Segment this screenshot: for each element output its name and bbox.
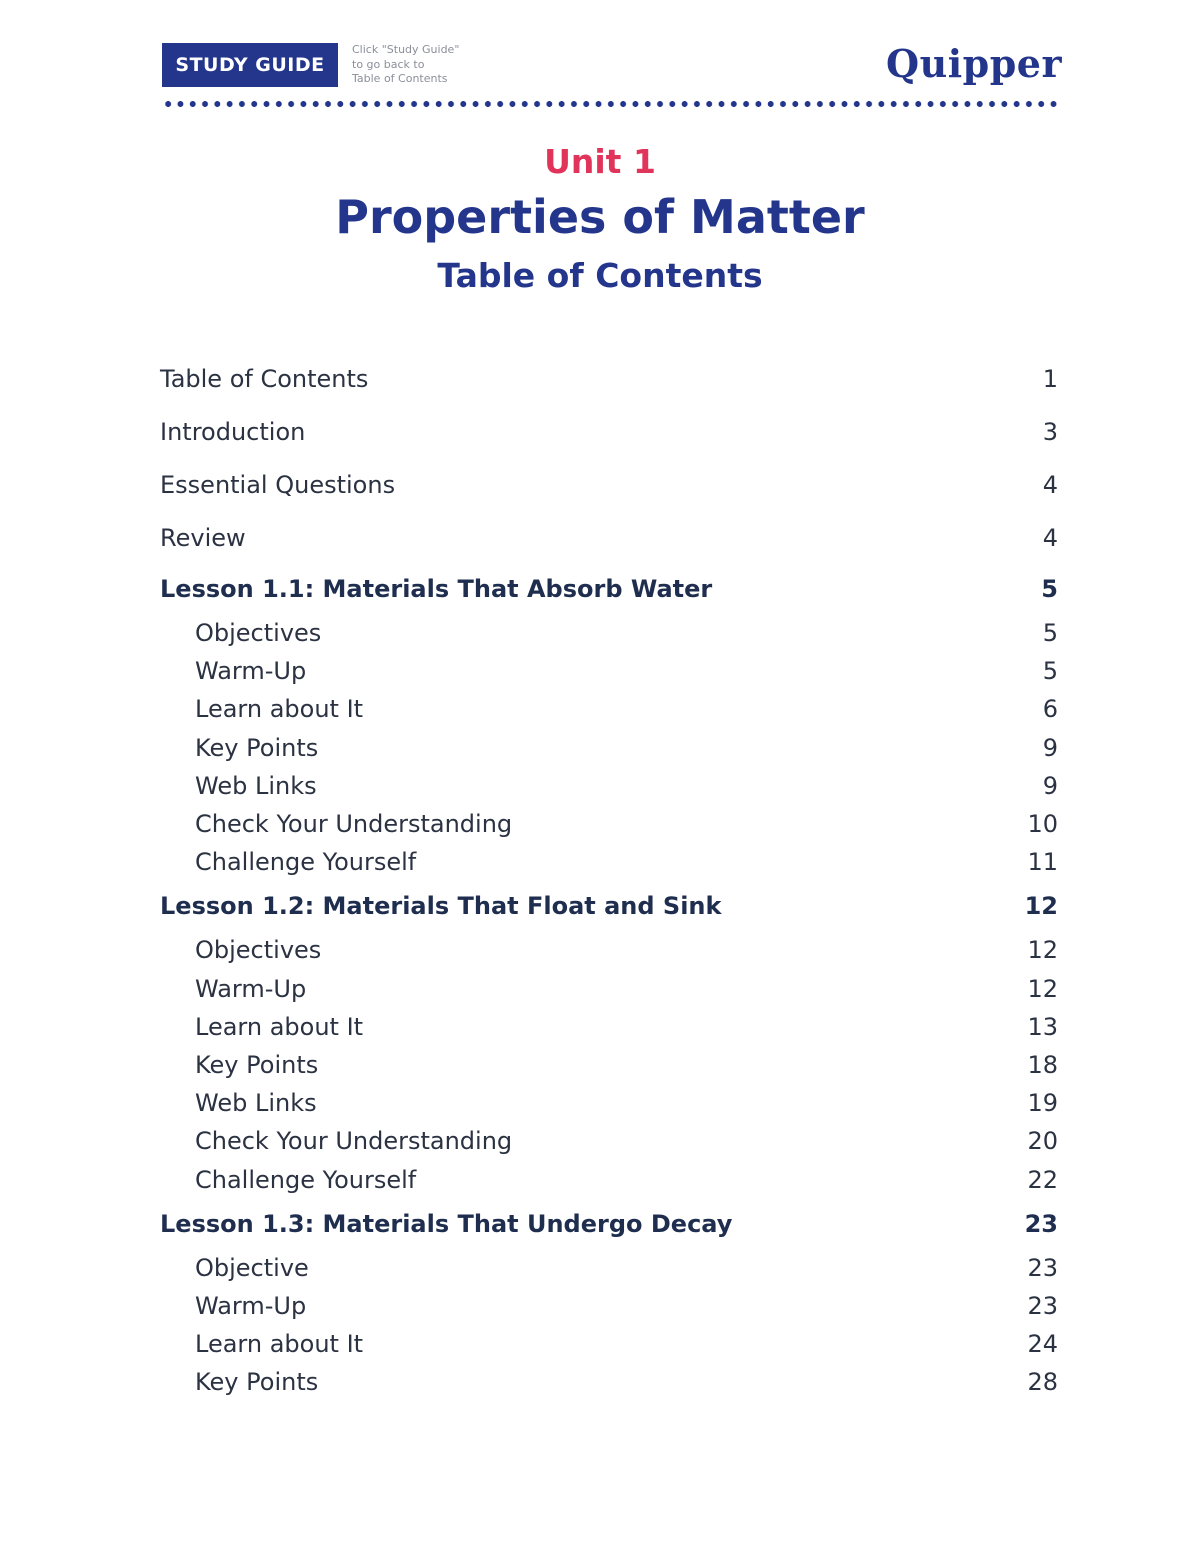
toc-lesson-page: 23 — [1024, 1209, 1058, 1238]
toc-subentry-label: Warm-Up — [195, 657, 307, 686]
toc-lesson-heading[interactable] — [160, 881, 1058, 931]
toc-subentry[interactable] — [160, 1287, 1058, 1325]
toc-subentry-page: 18 — [1027, 1050, 1058, 1079]
toc-subentry-page: 23 — [1027, 1291, 1058, 1320]
toc-subentry[interactable] — [160, 1363, 1058, 1401]
toc-subentry-label: Check Your Understanding — [195, 810, 513, 839]
toc-subentry[interactable] — [160, 767, 1058, 805]
toc-subentry-label: Check Your Understanding — [195, 1127, 513, 1156]
toc-subentry-label: Warm-Up — [195, 974, 307, 1003]
toc-lesson-heading[interactable] — [160, 1199, 1058, 1249]
toc-subentry[interactable] — [160, 1325, 1058, 1363]
unit-label: Unit 1 — [544, 142, 656, 181]
page-title: Properties of Matter — [335, 190, 865, 244]
toc-subentry-label: Key Points — [195, 1368, 319, 1397]
toc-subentry-label: Objective — [195, 1253, 309, 1282]
toc-subentry-page: 10 — [1027, 810, 1058, 839]
toc-subentry-label: Learn about It — [195, 695, 364, 724]
toc-entry-label: Review — [160, 523, 246, 552]
toc-subentry-page: 12 — [1027, 936, 1058, 965]
toc-lesson-page: 12 — [1024, 892, 1058, 921]
dotted-divider — [162, 100, 1062, 108]
toc-subentry-page: 5 — [1042, 657, 1058, 686]
toc-subentry-label: Key Points — [195, 733, 319, 762]
toc-subentry-page: 9 — [1042, 771, 1058, 800]
toc-subentry[interactable] — [160, 970, 1058, 1008]
toc-entry-page: 4 — [1042, 523, 1058, 552]
toc-entry[interactable] — [160, 511, 1058, 564]
quipper-logo: Quipper — [885, 41, 1062, 86]
toc-lesson-heading[interactable] — [160, 564, 1058, 614]
toc-subentry[interactable] — [160, 1008, 1058, 1046]
study-guide-hint — [352, 43, 512, 87]
toc-entry-page: 3 — [1042, 417, 1058, 446]
toc-subentry-label: Objectives — [195, 936, 322, 965]
toc-subentry-page: 28 — [1027, 1368, 1058, 1397]
toc-subentry-label: Objectives — [195, 619, 322, 648]
toc-subentry-label: Key Points — [195, 1050, 319, 1079]
table-of-contents — [160, 352, 1058, 1401]
page-header — [162, 43, 1062, 87]
toc-entry-page: 4 — [1042, 470, 1058, 499]
toc-subentry-label: Learn about It — [195, 1012, 364, 1041]
toc-lesson-title: Lesson 1.1: Materials That Absorb Water — [160, 575, 713, 603]
study-guide-button[interactable]: STUDY GUIDE — [162, 43, 338, 87]
toc-subentry-page: 6 — [1042, 695, 1058, 724]
toc-subentry-label: Web Links — [195, 1089, 317, 1118]
toc-entry[interactable] — [160, 405, 1058, 458]
toc-subentry-page: 13 — [1027, 1012, 1058, 1041]
toc-subentry-label: Challenge Yourself — [195, 848, 417, 877]
toc-subentry-page: 20 — [1027, 1127, 1058, 1156]
toc-entry-label: Essential Questions — [160, 470, 396, 499]
toc-subentry[interactable] — [160, 690, 1058, 728]
toc-subentry[interactable] — [160, 931, 1058, 969]
toc-subentry-page: 12 — [1027, 974, 1058, 1003]
toc-subentry[interactable] — [160, 729, 1058, 767]
toc-entry-page: 1 — [1042, 364, 1058, 393]
toc-subentry-label: Learn about It — [195, 1330, 364, 1359]
toc-entry[interactable] — [160, 458, 1058, 511]
toc-lesson-title: Lesson 1.3: Materials That Undergo Decay — [160, 1209, 733, 1238]
toc-subentry[interactable] — [160, 1160, 1058, 1198]
toc-subentry-page: 19 — [1027, 1089, 1058, 1118]
hint-line: Click "Study Guide" — [352, 43, 460, 56]
toc-subentry-page: 11 — [1027, 848, 1058, 877]
toc-subentry[interactable] — [160, 843, 1058, 881]
hint-line: to go back to — [352, 57, 425, 71]
toc-subentry-page: 23 — [1027, 1253, 1058, 1282]
toc-subentry[interactable] — [160, 1122, 1058, 1160]
toc-subentry-label: Web Links — [195, 771, 317, 800]
hint-line: Table of Contents — [352, 72, 448, 85]
toc-subentry-label: Challenge Yourself — [195, 1165, 417, 1194]
toc-subentry[interactable] — [160, 1249, 1058, 1287]
toc-lesson-title: Lesson 1.2: Materials That Float and Sink — [160, 892, 722, 921]
page-subtitle: Table of Contents — [437, 256, 763, 295]
toc-entry-label: Table of Contents — [160, 364, 369, 393]
toc-subentry-page: 9 — [1042, 733, 1058, 762]
toc-subentry-label: Warm-Up — [195, 1291, 307, 1320]
toc-lesson-page: 5 — [1041, 575, 1058, 603]
toc-subentry[interactable] — [160, 652, 1058, 690]
toc-subentry[interactable] — [160, 805, 1058, 843]
toc-subentry[interactable] — [160, 1046, 1058, 1084]
toc-subentry-page: 24 — [1027, 1330, 1058, 1359]
toc-subentry-page: 5 — [1042, 619, 1058, 648]
toc-entry[interactable] — [160, 352, 1058, 405]
toc-subentry-page: 22 — [1027, 1165, 1058, 1194]
toc-entry-label: Introduction — [160, 417, 306, 446]
toc-subentry[interactable] — [160, 1084, 1058, 1122]
toc-subentry[interactable] — [160, 614, 1058, 652]
